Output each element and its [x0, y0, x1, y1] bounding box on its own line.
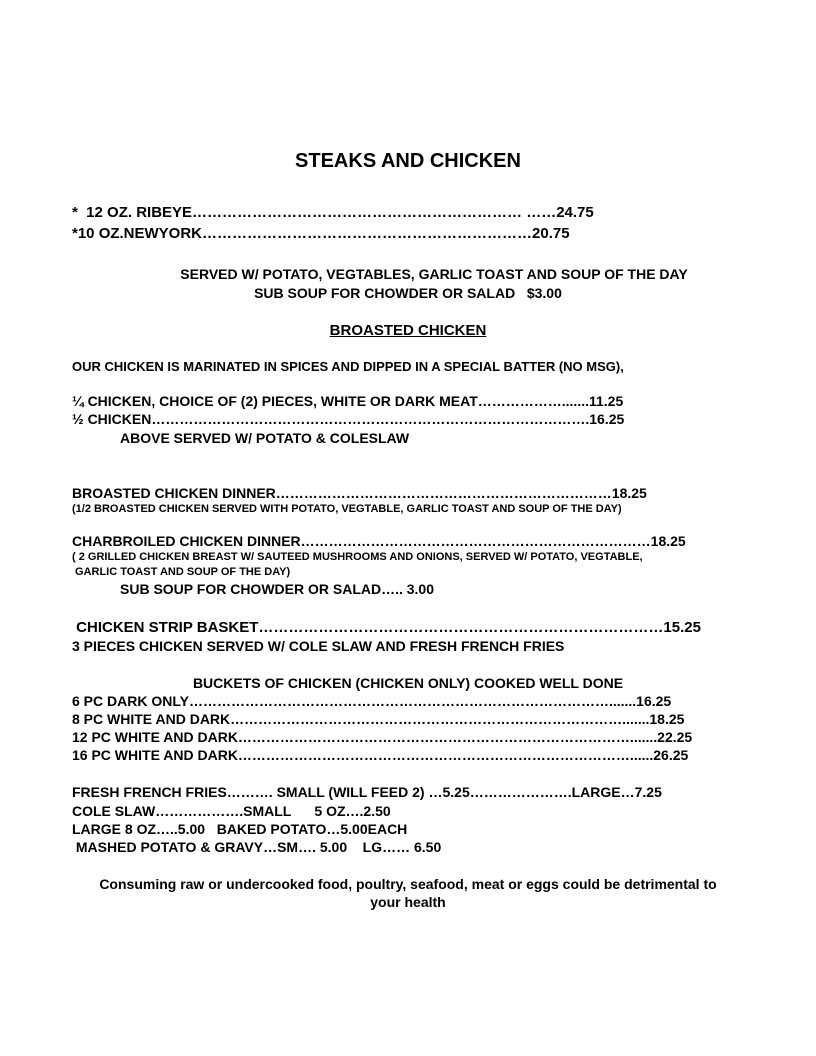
charbroiled-dinner-item: CHARBROILED CHICKEN DINNER…………………………………………………………………18.25	[72, 533, 686, 549]
steaks-served-with: SERVED W/ POTATO, VEGTABLES, GARLIC TOAST AND SOUP OF THE DAY	[180, 266, 688, 282]
disclaimer-line1: Consuming raw or undercooked food, poultry, seafood, meat or eggs could be detrimental to	[99, 876, 717, 892]
charbroiled-desc-line1: ( 2 GRILLED CHICKEN BREAST W/ SAUTEED MUSHROOMS AND ONIONS, SERVED W/ POTATO, VEGTABLE,	[72, 551, 643, 563]
broasted-dinner-item: BROASTED CHICKEN DINNER………………………………………………………………18.25	[72, 485, 647, 501]
quarter-chicken-item: ¼ CHICKEN, CHOICE OF (2) PIECES, WHITE OR DARK MEAT……………….......11.25	[72, 393, 624, 409]
broasted-dinner-desc: (1/2 BROASTED CHICKEN SERVED WITH POTATO, VEGTABLE, GARLIC TOAST AND SOUP OF THE DAY)	[72, 503, 622, 515]
page-title: STEAKS AND CHICKEN	[295, 150, 521, 172]
strip-basket-desc: 3 PIECES CHICKEN SERVED W/ COLE SLAW AND FRESH FRENCH FRIES	[72, 638, 565, 654]
charbroiled-desc-line2: GARLIC TOAST AND SOUP OF THE DAY)	[75, 566, 291, 578]
bucket-item: 16 PC WHITE AND DARK…………………………………………………………………………......26.25	[72, 747, 689, 763]
ribeye-item: * 12 OZ. RIBEYE………………………………………………………… ……24.75	[72, 204, 594, 221]
broasted-heading: BROASTED CHICKEN	[329, 322, 487, 339]
mashed-potato-item: MASHED POTATO & GRAVY…SM…. 5.00 LG…… 6.50	[72, 839, 442, 855]
bucket-item: 6 PC DARK ONLY……………………………………………………………………………….......16.25	[72, 693, 672, 709]
newyork-item: *10 OZ.NEWYORK…………………………………………………………20.75	[72, 225, 570, 242]
fries-item: FRESH FRENCH FRIES………. SMALL (WILL FEED 2) …5.25………………….LARGE…7.25	[72, 784, 662, 800]
bucket-item: 12 PC WHITE AND DARK………………………………………………………………………….......22.25	[72, 729, 693, 745]
charbroiled-sub-soup: SUB SOUP FOR CHOWDER OR SALAD….. 3.00	[120, 581, 435, 597]
coleslaw-item: COLE SLAW……………….SMALL 5 OZ….2.50	[72, 803, 391, 819]
steaks-sub-soup: SUB SOUP FOR CHOWDER OR SALAD $3.00	[254, 285, 562, 301]
bucket-item: 8 PC WHITE AND DARK………………………………………………………………………….......18.25	[72, 711, 685, 727]
broasted-intro: OUR CHICKEN IS MARINATED IN SPICES AND DIPPED IN A SPECIAL BATTER (NO MSG),	[72, 359, 624, 374]
strip-basket-item: CHICKEN STRIP BASKET………………………………………………………………………15.25	[72, 619, 701, 636]
buckets-heading: BUCKETS OF CHICKEN (CHICKEN ONLY) COOKED WELL DONE	[192, 675, 624, 691]
baked-potato-item: LARGE 8 OZ…..5.00 BAKED POTATO…5.00EACH	[72, 821, 408, 837]
above-served-note: ABOVE SERVED W/ POTATO & COLESLAW	[120, 430, 410, 446]
disclaimer-line2: your health	[370, 894, 446, 910]
half-chicken-item: ½ CHICKEN………………………………………………………………………………….16.25	[72, 411, 625, 427]
